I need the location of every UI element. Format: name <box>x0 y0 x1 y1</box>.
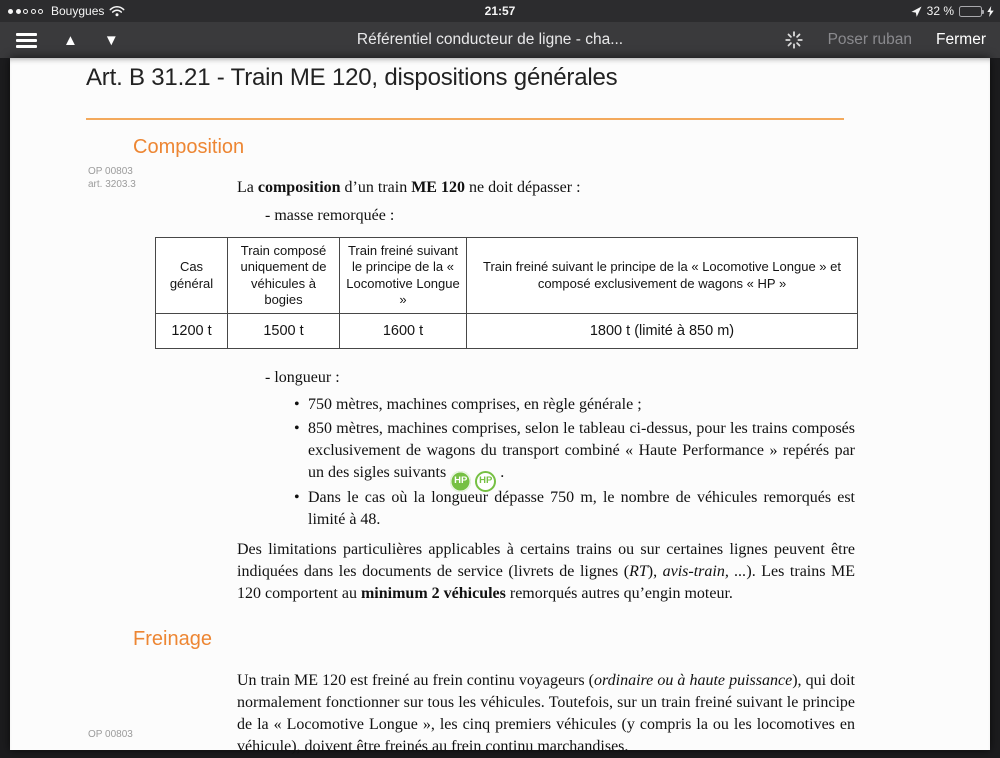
bold-minimum: minimum 2 véhicules <box>360 585 506 602</box>
table-row <box>156 314 858 349</box>
bullet-marker: • <box>294 489 300 506</box>
bullet-marker: • <box>294 420 300 437</box>
poser-ruban-button[interactable]: Poser ruban <box>827 31 913 48</box>
hp-solid-badge-icon: HP <box>450 471 471 492</box>
sparkle-tool-icon[interactable] <box>784 30 804 50</box>
list-item <box>294 394 855 416</box>
bullet-text: Dans le cas où la longueur dépasse 750 m, le nombre de véhicules remorqués est limité à 48. <box>308 489 855 528</box>
margin-reference-top <box>88 165 136 191</box>
intro-text: ne doit dépasser : <box>464 179 581 196</box>
composition-heading: Composition <box>133 136 245 158</box>
title-rule <box>86 118 844 120</box>
table-header-cell: Train freiné suivant le principe de la « Locomotive Longue » et composé exclusivement de wagons « HP » <box>467 238 858 314</box>
paragraph-text: Des limitations particulières applicables à certains trains ou sur certaines lignes peuvent être indiquées dans les documents de service (livrets de lignes ( <box>237 541 855 580</box>
article-title: Art. B 31.21 - Train ME 120, dispositions générales <box>86 64 618 91</box>
table-cell: 1200 t <box>156 314 228 349</box>
italic-ordinaire: ordinaire ou à haute puissance <box>594 672 793 689</box>
table-cell: 1800 t (limité à 850 m) <box>467 314 858 349</box>
freinage-paragraph <box>237 670 855 758</box>
paragraph-text: Un train ME 120 est freiné au frein continu voyageurs ( <box>237 672 595 689</box>
italic-avis-train: avis-train, ... <box>662 563 747 580</box>
margin-reference-bottom: OP 00803 <box>88 729 133 740</box>
document-page[interactable] <box>10 58 990 755</box>
status-bar <box>0 0 1000 22</box>
bullet-marker: • <box>294 396 300 413</box>
intro-bold-me120: ME 120 <box>411 179 465 196</box>
list-item <box>294 487 855 531</box>
table-header-row <box>156 238 858 314</box>
bullet-text: 750 mètres, machines comprises, en règle générale ; <box>308 396 642 413</box>
location-arrow-icon <box>911 6 922 17</box>
paragraph-text: ), qui doit normalement fonctionner sur tous les véhicules. Toutefois, sur un train freiné suivant le principe de la « Locomotive Longue », les cinq premiers véhicules (y compris la ou les locomotives en véhicule), doivent être freinés au frein continu marchandises. <box>237 672 856 755</box>
longueur-item: - longueur : <box>265 369 340 386</box>
intro-line <box>237 177 581 199</box>
next-page-icon[interactable]: ▼ <box>103 31 119 49</box>
hp-outline-badge-icon: HP <box>475 471 496 492</box>
app-nav-bar <box>0 22 1000 58</box>
document-nav-title: Référentiel conducteur de ligne - cha... <box>356 31 624 48</box>
paragraph-text: remorqués autres qu’engin moteur. <box>505 585 733 602</box>
paragraph-text: ). Les trains ME 120 comportent au <box>237 563 856 602</box>
intro-text: d’un train <box>340 179 412 196</box>
battery-percent-label: 32 % <box>926 4 954 18</box>
table-cell: 1500 t <box>228 314 340 349</box>
paragraph-text: ), <box>647 563 663 580</box>
italic-rt: RT <box>629 563 648 580</box>
table-header-cell: Train freiné suivant le principe de la « Locomotive Longue » <box>340 238 467 314</box>
clock-label: 21:57 <box>484 4 516 18</box>
table-header-cell: Cas général <box>156 238 228 314</box>
carrier-label: Bouygues <box>51 4 105 18</box>
op-reference: OP 00803 <box>88 166 133 177</box>
menu-icon[interactable] <box>16 33 37 48</box>
bullet-text: . <box>500 464 505 481</box>
list-item <box>294 418 855 492</box>
fermer-button[interactable]: Fermer <box>936 31 986 48</box>
composition-table <box>155 237 858 349</box>
freinage-heading: Freinage <box>133 628 212 650</box>
previous-page-icon[interactable]: ▲ <box>63 31 78 49</box>
limitations-paragraph <box>237 539 855 605</box>
battery-icon <box>959 6 982 17</box>
table-cell: 1600 t <box>340 314 467 349</box>
intro-bold-composition: composition <box>257 179 341 196</box>
charging-bolt-icon <box>987 6 994 17</box>
bullet-text: 850 mètres, machines comprises, selon le tableau ci-dessus, pour les trains composés exclusivement de wagons du transport combiné « Haute Performance » repérés par un des sigles suivants <box>308 420 855 481</box>
masse-remorquee-item: - masse remorquée : <box>265 207 395 224</box>
art-reference: art. 3203.3 <box>88 179 136 190</box>
table-header-cell: Train composé uniquement de véhicules à bogies <box>228 238 340 314</box>
intro-text: La <box>237 179 258 196</box>
